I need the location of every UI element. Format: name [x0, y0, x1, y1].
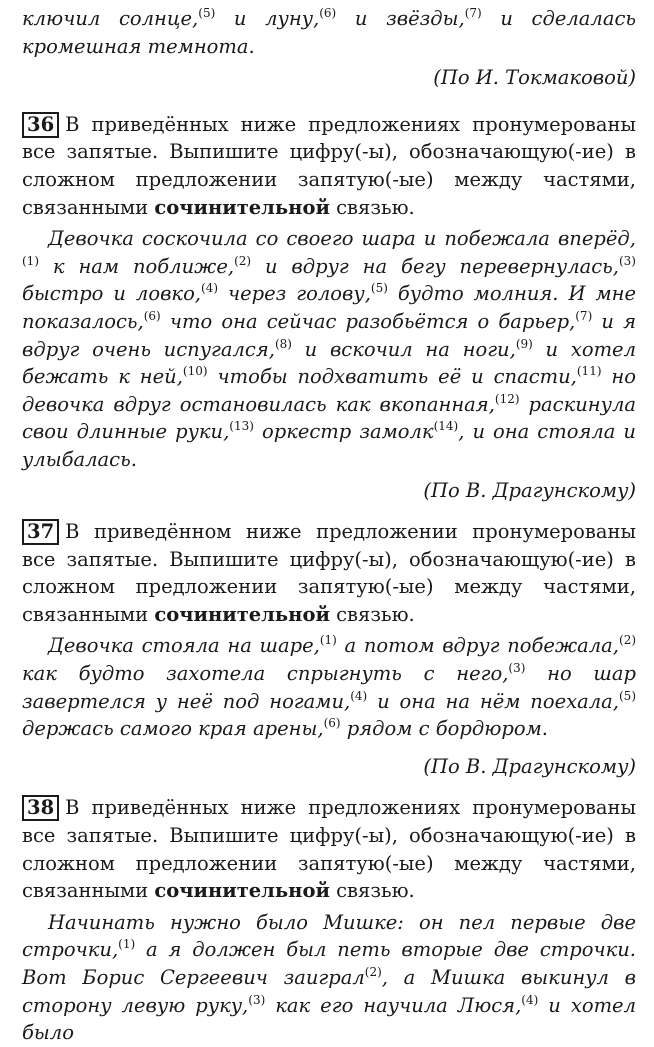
previous-task-text — [22, 5, 636, 60]
comma-number: (5) — [198, 6, 216, 20]
task-number: 36 — [22, 112, 59, 138]
emphasis: сочинительной — [154, 602, 330, 626]
text-segment: и вскочил на ноги, — [291, 337, 516, 361]
comma-number: (2) — [234, 253, 252, 268]
emphasis: сочинительной — [154, 879, 330, 903]
text-segment: рядом с бордюром. — [340, 717, 549, 741]
comma-number: (11) — [576, 364, 602, 379]
comma-number: (9) — [515, 336, 533, 351]
task-text — [22, 909, 636, 1047]
task-38 — [22, 794, 636, 1046]
text-segment: и звёзды, — [336, 7, 465, 30]
text-segment: Девочка стояла на шаре, — [48, 634, 320, 658]
task-instruction: 37 В приведённом ниже предложении пронумерованы все запятые. Выпишите цифру(-ы), обозначающую(-ие) в сложном предложении запятую(-ые) между частями, связанными сочинительной связью. — [22, 520, 636, 626]
text-segment: как будто захотела спрыгнуть с него, — [22, 662, 509, 686]
task-instruction: 38 В приведённых ниже предложениях пронумерованы все запятые. Выпишите цифру(-ы), обозначающую(-ие) в сложном предложении запятую(-ые) между частями, связанными сочинительной связью. — [22, 796, 636, 903]
comma-number: (6) — [319, 6, 337, 20]
text-segment: и хотел бежать к ней, — [22, 337, 637, 389]
text-segment: Девочка соскочила со своего шара и побежала вперёд, — [48, 227, 636, 251]
text-segment: и вдруг на бегу перевернулась, — [251, 254, 619, 278]
comma-number: (8) — [274, 336, 292, 351]
comma-number: (1) — [22, 253, 39, 268]
comma-number: (2) — [364, 965, 382, 979]
source-attribution: (По В. Драгунскому) — [423, 478, 636, 502]
text-segment: а я должен был петь вторые две строчки. Вот Борис Сергеевич заиграл — [22, 938, 636, 989]
comma-number: (4) — [521, 992, 539, 1007]
comma-number: (4) — [201, 281, 219, 296]
comma-number: (7) — [575, 308, 593, 323]
comma-number: (3) — [508, 661, 526, 676]
comma-number: (3) — [618, 253, 636, 268]
comma-number: (7) — [464, 6, 482, 20]
text-segment: и она на нём поехала, — [367, 689, 619, 713]
text-segment: быстро и ловко, — [22, 282, 202, 306]
text-segment: а потом вдруг побежала, — [336, 634, 620, 658]
text-segment: держась самого края арены, — [22, 717, 324, 741]
task-text — [22, 225, 636, 473]
comma-number: (5) — [370, 281, 388, 296]
comma-number: (6) — [143, 308, 161, 323]
task-37 — [22, 518, 636, 780]
comma-number: (6) — [323, 716, 341, 731]
text-segment: оркестр замолк — [253, 420, 434, 444]
comma-number: (10) — [182, 364, 208, 379]
task-36 — [22, 111, 636, 504]
text-segment: но шар завертелся у неё под ногами, — [22, 662, 637, 713]
text-segment: , и она стояла и улыбалась. — [22, 420, 636, 471]
text-segment: , а Мишка выкинул в сторону левую руку, — [22, 966, 636, 1017]
text-segment: и хотел было — [22, 993, 637, 1045]
comma-number: (12) — [494, 391, 520, 406]
source-attribution: (По И. Токмаковой) — [433, 66, 636, 90]
task-text — [22, 632, 636, 742]
text-segment: и сделалась кромешная темнота. — [22, 7, 636, 58]
comma-number: (13) — [229, 419, 254, 434]
text-segment: что она сейчас разобьётся о барьер, — [160, 309, 576, 333]
task-number: 37 — [22, 519, 59, 545]
comma-number: (4) — [350, 688, 368, 703]
comma-number: (1) — [319, 633, 337, 648]
text-segment: будто молния. И мне показалось, — [22, 282, 636, 333]
text-segment: но девочка вдруг остановилась как вкопанная, — [22, 365, 636, 416]
text-segment: ключил солнце, — [22, 7, 199, 30]
comma-number: (2) — [619, 633, 637, 648]
text-segment: через голову, — [218, 282, 371, 306]
text-segment: как его научила Люся, — [265, 993, 522, 1017]
comma-number: (3) — [248, 992, 266, 1007]
comma-number: (1) — [118, 937, 136, 952]
task-instruction: 36 В приведённых ниже предложениях пронумерованы все запятые. Выпишите цифру(-ы), обозначающую(-ие) в сложном предложении запятую(-ые) между частями, связанными сочинительной связью. — [22, 112, 636, 219]
text-segment: раскинула свои длинные руки, — [22, 392, 636, 444]
task-number: 38 — [22, 795, 59, 821]
comma-number: (5) — [619, 688, 636, 703]
text-segment: к нам поближе, — [39, 254, 235, 278]
text-segment: и луну, — [215, 7, 320, 30]
page — [22, 0, 636, 1047]
comma-number: (14) — [433, 419, 459, 434]
text-segment: Начинать нужно было Мишке: он пел первые две строчки, — [22, 910, 636, 962]
source-attribution: (По В. Драгунскому) — [423, 754, 636, 778]
emphasis: сочинительной — [154, 195, 330, 219]
text-segment: чтобы подхватить её и спасти, — [207, 365, 577, 389]
text-segment: и я вдруг очень испугался, — [22, 309, 636, 361]
